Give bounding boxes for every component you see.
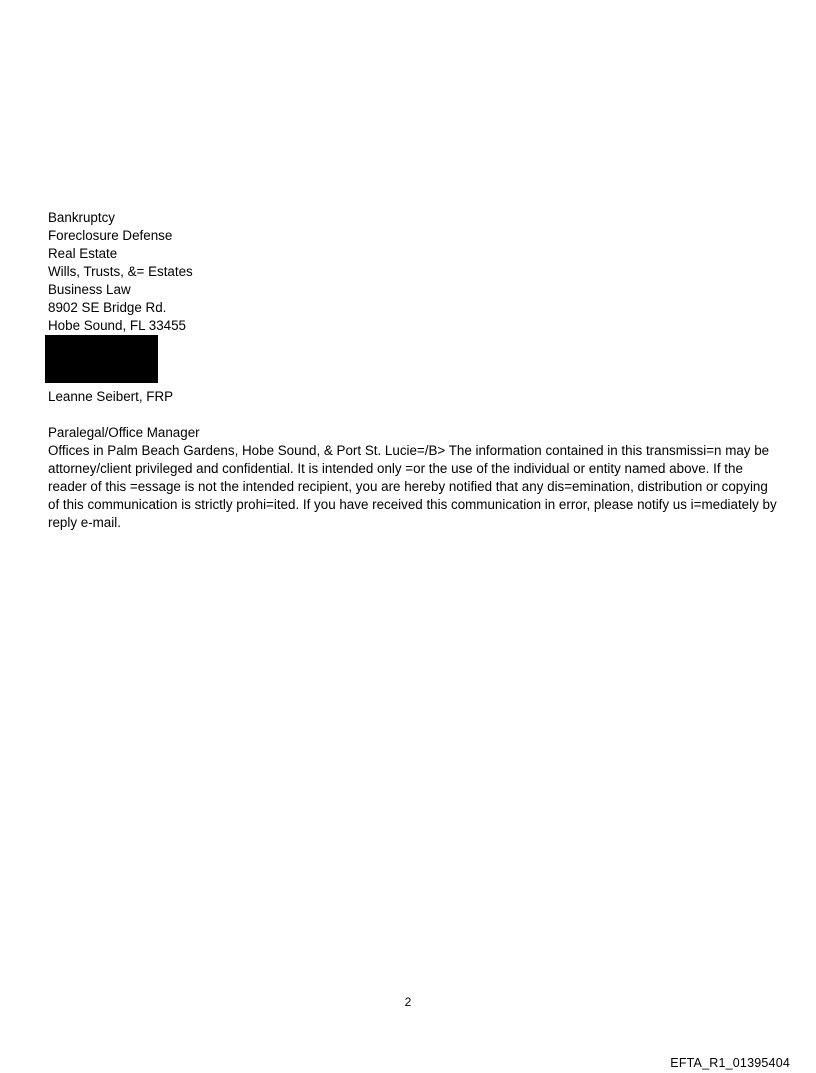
practice-area-foreclosure-defense: Foreclosure Defense (48, 228, 173, 243)
confidentiality-disclaimer: Offices in Palm Beach Gardens, Hobe Sound, & Port St. Lucie=/B> The information contained in this transmissi=n may be attorney/client privileged and confidential. It is intended only =or the use of the individual or entity named above. If the reader of this =essage is not the intended recipient, you are hereby notified that any dis=emination, distribution or copying of this communication is strictly prohi=ited. If you have received this communication in error, please notify us i=mediately by reply e-mail. (48, 443, 777, 530)
signer-name: Leanne Seibert, FRP (48, 389, 174, 404)
signature-block (48, 209, 778, 335)
practice-area-bankruptcy: Bankruptcy (48, 210, 115, 225)
signer-title: Paralegal/Office Manager (48, 425, 200, 440)
redaction-box (45, 335, 158, 383)
page-number: 2 (404, 995, 412, 1009)
document-id: EFTA_R1_01395404 (670, 1056, 790, 1070)
practice-area-business-law: Business Law (48, 282, 131, 297)
practice-area-real-estate: Real Estate (48, 246, 118, 261)
practice-area-wills-trusts-estates: Wills, Trusts, &= Estates (48, 264, 193, 279)
address-street: 8902 SE Bridge Rd. (48, 300, 167, 315)
address-city-state-zip: Hobe Sound, FL 33455 (48, 318, 186, 333)
